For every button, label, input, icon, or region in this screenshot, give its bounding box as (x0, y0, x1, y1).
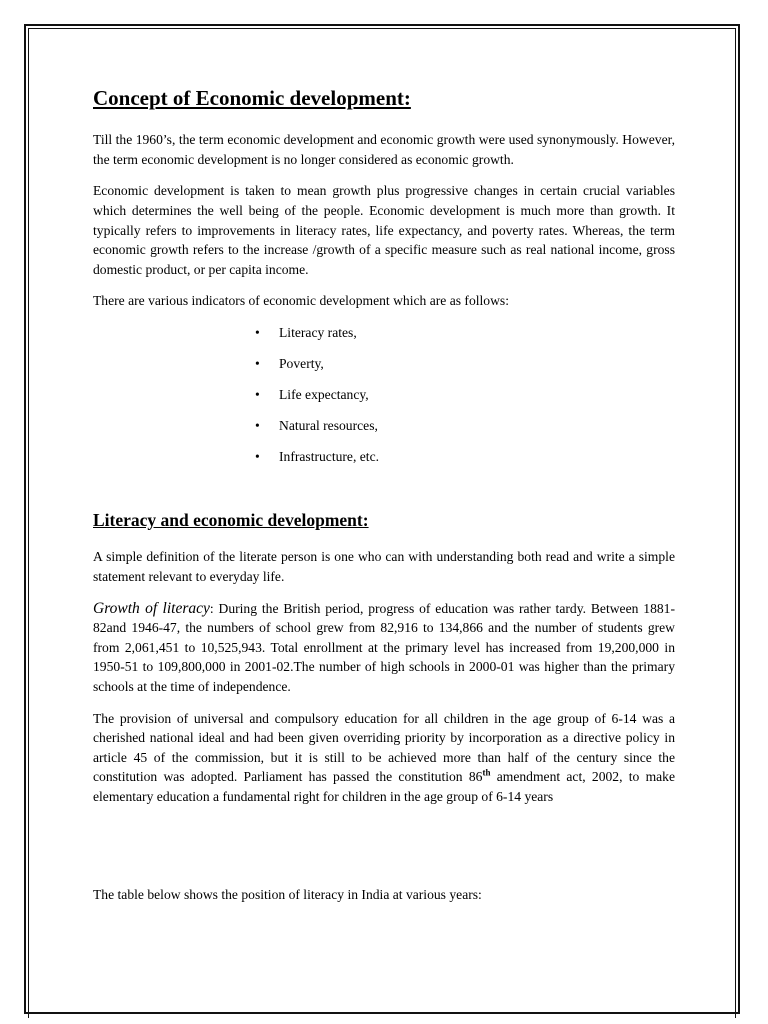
heading-literacy-economic-development: Literacy and economic development: (93, 510, 369, 531)
ordinal-suffix: th (482, 767, 491, 778)
paragraph-economic-growth-history: Till the 1960’s, the term economic development and economic growth were used synonymously. However, the term economic development is no longer considered as economic growth. (93, 132, 675, 167)
bullet-icon: • (255, 449, 260, 465)
indicator-item: • Life expectancy, (255, 385, 675, 405)
growth-of-literacy-label: Growth of literacy (93, 599, 210, 617)
bullet-icon: • (255, 387, 260, 403)
paragraph-indicators-intro: There are various indicators of economic development which are as follows: (93, 293, 509, 309)
heading-concept-economic-development: Concept of Economic development: (93, 86, 411, 110)
indicator-item: • Infrastructure, etc. (255, 447, 675, 467)
bullet-icon: • (255, 418, 260, 434)
paragraph-literate-definition: A simple definition of the literate person is one who can with understanding both read and write a simple statement relevant to everyday life. (93, 549, 675, 584)
indicators-list (93, 323, 675, 467)
bullet-icon: • (255, 324, 260, 340)
indicator-item: • Poverty, (255, 354, 675, 374)
bullet-icon: • (255, 356, 260, 372)
indicator-item: • Literacy rates, (255, 323, 675, 343)
document-body (93, 86, 675, 916)
paragraph-growth-of-literacy: Growth of literacy: During the British period, progress of education was rather tardy. Between 1881-82and 1946-47, the numbers of school grew from 82,916 to 134,866 and the number of students grew from 2,061,451 to 10,525,943. Total enrollment at the primary level has increased from 19,200,000 in 1950-51 to 109,800,000 in 2001-02.The number of high schools in 2000-01 was higher than the primary schools at the time of independence. (93, 599, 675, 694)
paragraph-table-intro: The table below shows the position of literacy in India at various years: (93, 886, 482, 902)
indicator-item: • Natural resources, (255, 416, 675, 436)
paragraph-economic-development-definition: Economic development is taken to mean growth plus progressive changes in certain crucial variables which determines the well being of the people. Economic development is much more than growth. It typically refers to improvements in literacy rates, life expectancy, and poverty rates. Whereas, the term economic growth refers to the increase /growth of a specific measure such as real national income, gross domestic product, or per capita income. (93, 183, 675, 277)
paragraph-universal-education: The provision of universal and compulsory education for all children in the age group of 6-14 was a cherished national ideal and had been given overriding priority by incorporation as a directive policy in article 45 of the commission, but it is still to be achieved more than half of the century since the constitution was adopted. Parliament has passed the constitution 86th amendment act, 2002, to make elementary education a fundamental right for children in the age group of 6-14 years (93, 710, 676, 804)
